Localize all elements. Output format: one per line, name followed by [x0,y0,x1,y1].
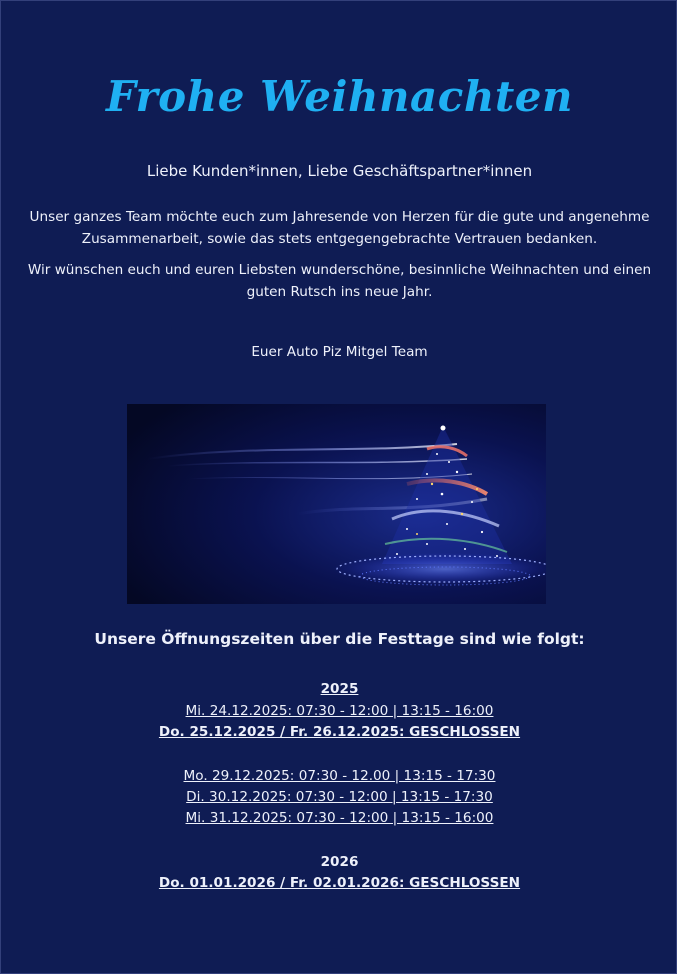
year-heading-2026: 2026 [320,854,359,870]
year-heading-2025: 2025 [320,681,359,697]
closed-line: Do. 01.01.2026 / Fr. 02.01.2026: GESCHLOSSEN [158,875,521,891]
page-title: Frohe Weihnachten [105,72,574,121]
greeting-line: Liebe Kunden*innen, Liebe Geschäftspartner*innen [146,162,533,180]
team-signoff: Euer Auto Piz Mitgel Team [251,344,428,360]
thank-you-paragraph: Unser ganzes Team möchte euch zum Jahresende von Herzen für die gute und angenehme Zusammenarbeit, sowie das stets entgegengebrachte Vertrauen bedanken. [29,209,650,247]
wishes-paragraph: Wir wünschen euch und euren Liebsten wunderschöne, besinnliche Weihnachten und einen guten Rutsch ins neue Jahr. [27,262,652,300]
closed-line: Do. 25.12.2025 / Fr. 26.12.2025: GESCHLOSSEN [158,724,521,740]
hours-line: Mi. 24.12.2025: 07:30 - 12:00 | 13:15 - 16:00 [185,703,494,719]
hours-line: Di. 30.12.2025: 07:30 - 12:00 | 13:15 - 17:30 [186,789,493,805]
opening-hours-heading: Unsere Öffnungszeiten über die Festtage sind wie folgt: [94,630,585,648]
hours-line: Mo. 29.12.2025: 07:30 - 12.00 | 13:15 - 17:30 [183,768,496,784]
christmas-tree-image [127,404,546,604]
hours-line: Mi. 31.12.2025: 07:30 - 12:00 | 13:15 - 16:00 [185,810,494,826]
